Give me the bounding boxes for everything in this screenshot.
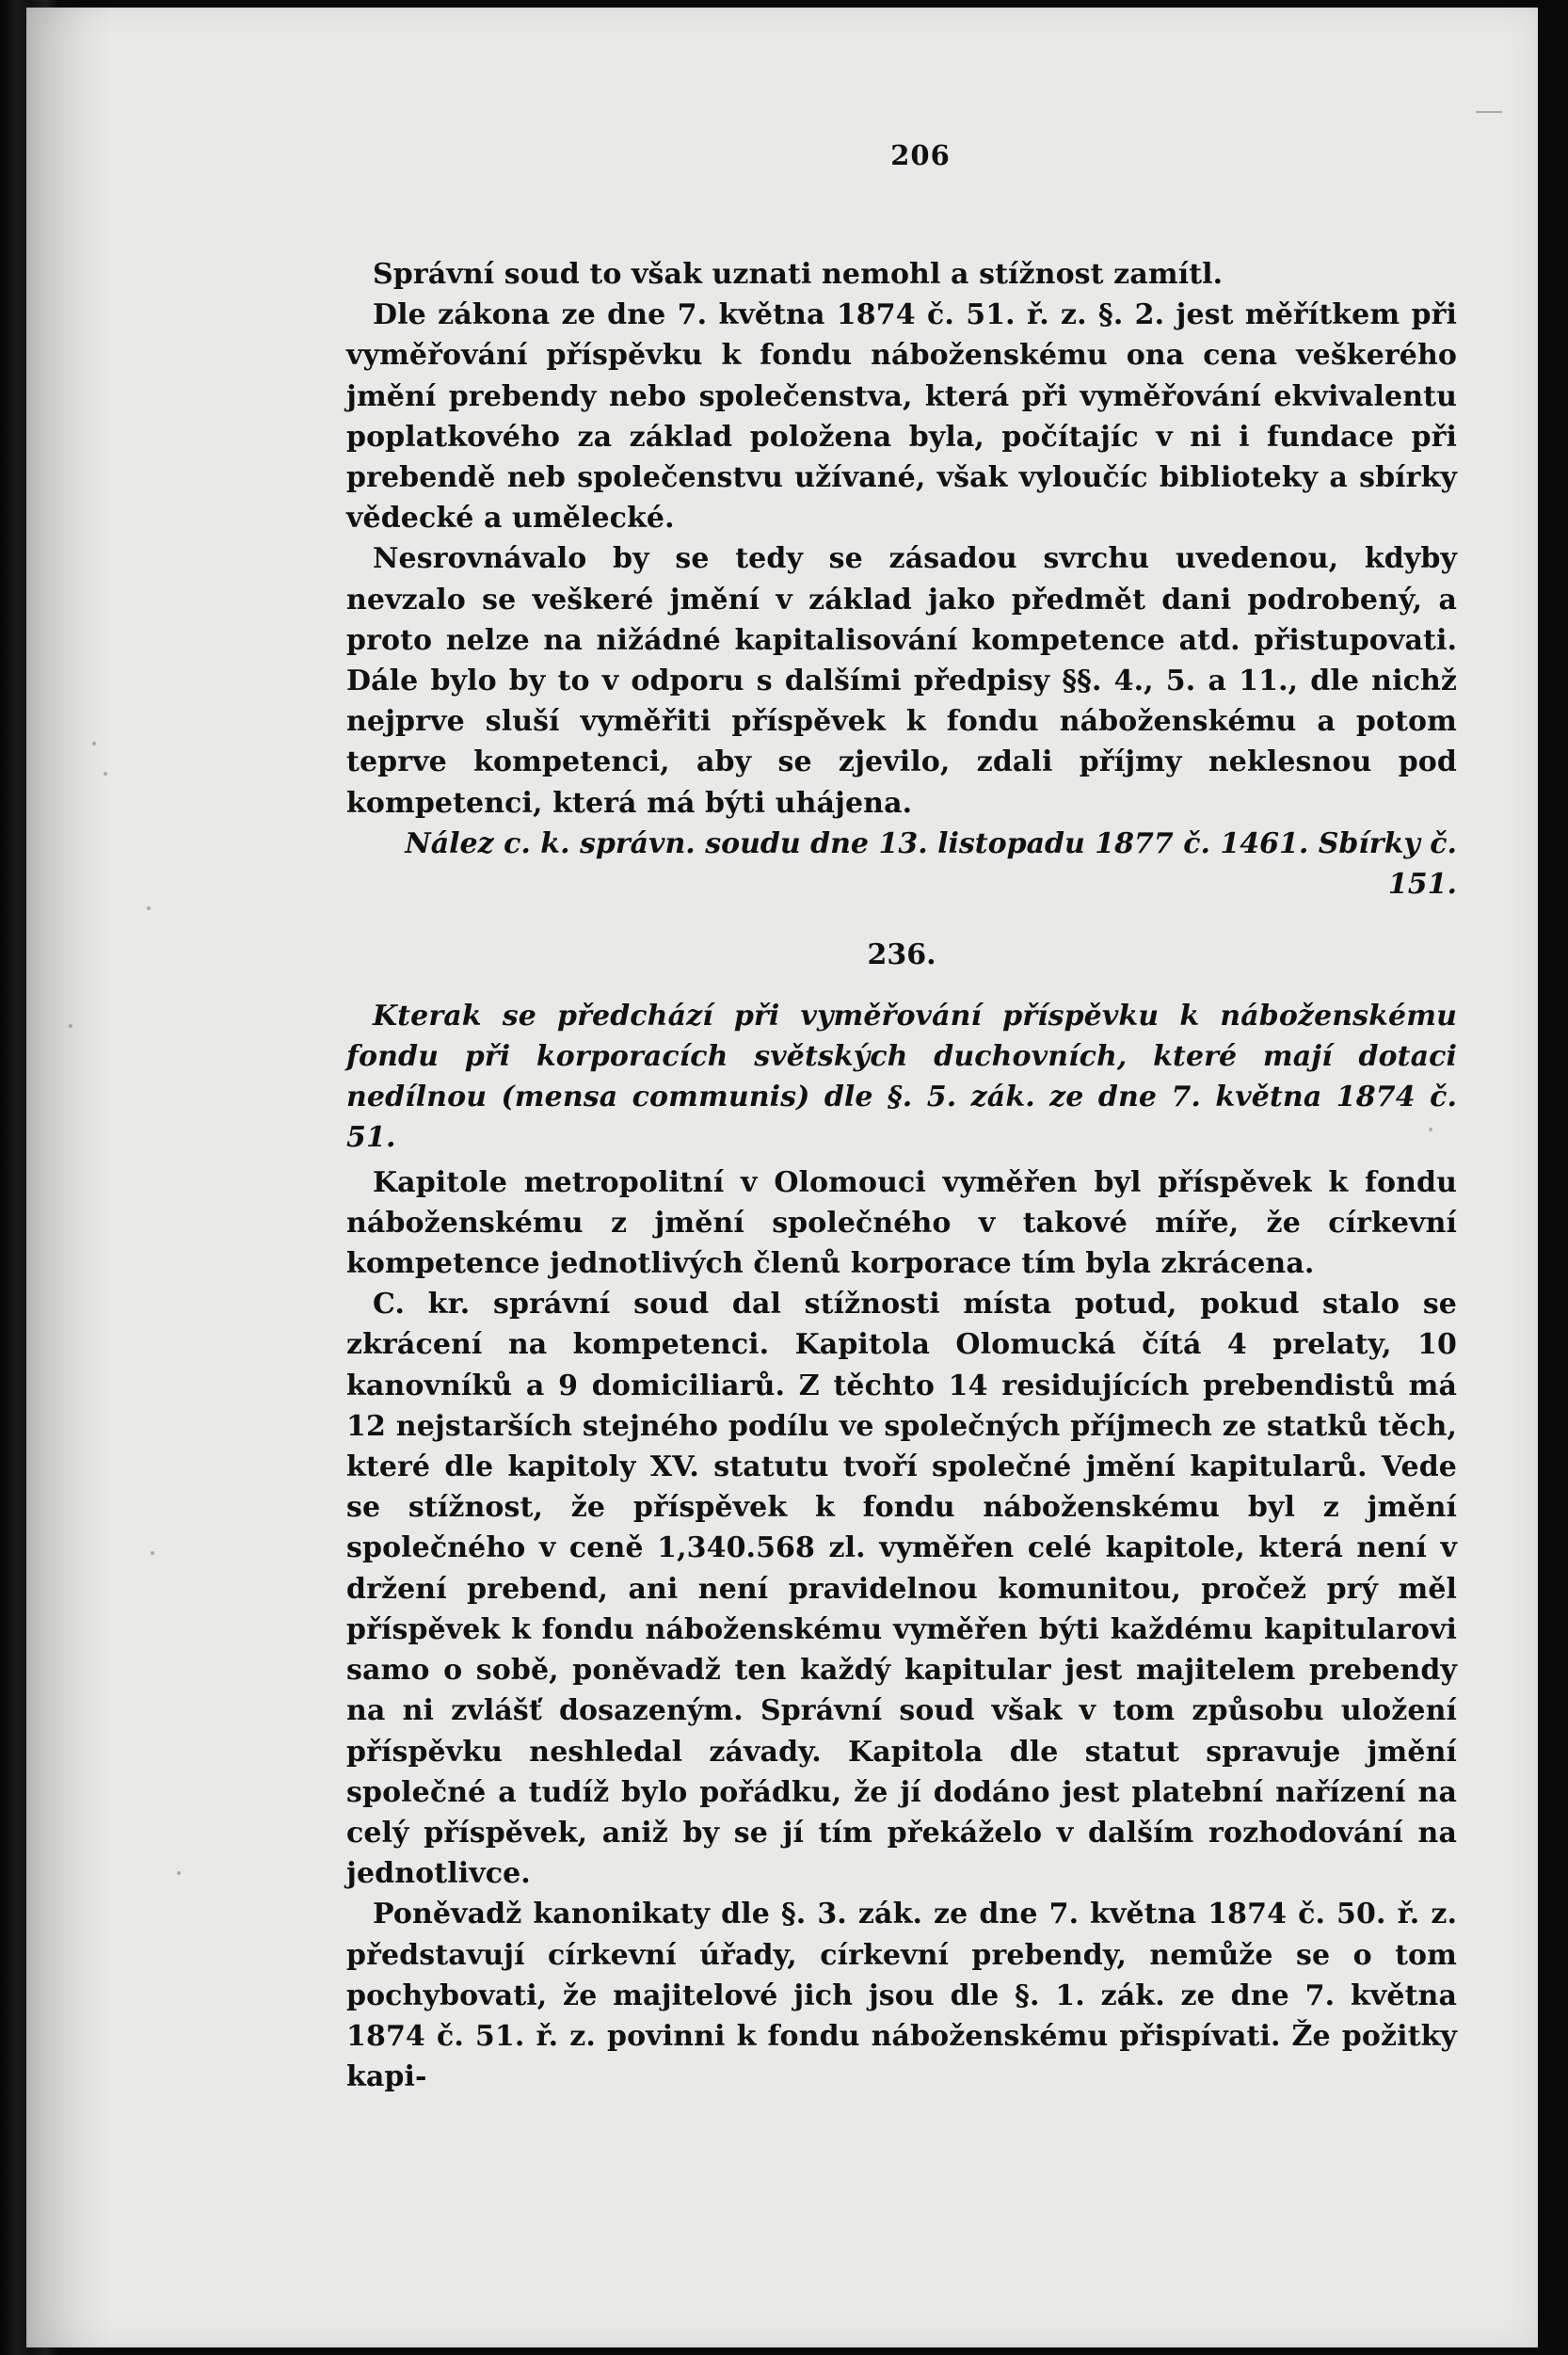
paper-speck — [69, 1024, 72, 1028]
paragraph: Dle zákona ze dne 7. května 1874 č. 51. ř. z. §. 2. jest měřítkem při vyměřování příspěvku k fondu náboženskému ona cena veškerého jmění prebendy nebo společenstva, která při vyměřování ekvivalentu poplatkového za základ položena byla, počítajíc v ni i fundace při prebendě neb společenstvu užívané, však vyloučíc biblioteky a sbírky vědecké a umělecké. — [346, 298, 1457, 536]
paragraph: Poněvadž kanonikaty dle §. 3. zák. ze dne 7. května 1874 č. 50. ř. z. představují církevní úřady, církevní prebendy, nemůže se o tom pochybovati, že majitelové jich jsou dle §. 1. zák. ze dne 7. května 1874 č. 51. ř. z. povinni k fondu náboženskému přispívati. Že požitky kapi- — [346, 1898, 1457, 2094]
paragraph: Nesrovnávalo by se tedy se zásadou svrchu uvedenou, kdyby nevzalo se veškeré jmění v základ jako předmět dani podrobený, a proto nelze na nižádné kapitalisování kompetence atd. přistupovati. Dále bylo by to v odporu s dalšími předpisy §§. 4., 5. a 11., dle nichž nejprve sluší vyměřiti příspěvek k fondu náboženskému a potom teprve kompetenci, aby se zjevilo, zdali příjmy neklesnou pod kompetenci, která má býti uhájena. — [346, 542, 1457, 820]
paper-mark — [1476, 111, 1502, 113]
paper-speck — [177, 1871, 181, 1875]
source-citation: Nález c. k. správn. soudu dne 13. listopadu 1877 č. 1461. Sbírky č. 151. — [405, 826, 1457, 901]
page-shadow — [26, 8, 111, 2347]
paper-speck — [104, 772, 107, 776]
paragraph: C. kr. správní soud dal stížnosti místa potud, pokud stalo se zkrácení na kompetenci. Kapitola Olomucká čítá 4 prelaty, 10 kanovníků a 9 domiciliarů. Z těchto 14 residujících prebendistů má 12 nejstarších stejného podílu ve společných příjmech ze statků těch, které dle kapitoly XV. statutu tvoří společné jmění kapitularů. Vede se stížnost, že příspěvek k fondu náboženskému byl z jmění společného v ceně 1,340.568 zl. vyměřen celé kapitole, která není v držení prebend, ani není pravidelnou komunitou, pročež prý měl příspěvek k fondu náboženskému vyměřen býti každému kapitularovi samo o sobě, poněvadž ten každý kapitular jest majitelem prebendy na ni zvlášť dosazeným. Správní soud však v tom způsobu uložení příspěvku neshledal závady. Kapitola dle statut spravuje jmění společné a tudíž bylo pořádku, že jí dodáno jest platební nařízení na celý příspěvek, aniž by se jí tím překáželo v dalším rozhodování na jednotlivce. — [346, 1288, 1457, 1891]
decision-heading: Kterak se předchází při vyměřování příspěvku k náboženskému fondu při korporacích světských duchovních, které mají dotaci nedílnou (mensa communis) dle §. 5. zák. ze dne 7. května 1874 č. 51. — [346, 999, 1457, 1155]
page-number: 206 — [890, 139, 951, 171]
paper-speck — [151, 1551, 154, 1555]
paragraph: Správní soud to však uznati nemohl a stížnost zamítl. — [373, 258, 1224, 291]
book-page — [26, 8, 1538, 2347]
paper-speck — [147, 906, 151, 910]
paper-speck — [92, 742, 96, 745]
text-column — [346, 139, 1457, 2097]
decision-number: 236. — [867, 937, 936, 971]
paragraph: Kapitole metropolitní v Olomouci vyměřen byl příspěvek k fondu náboženskému z jmění společného v takové míře, že církevní kompetence jednotlivých členů korporace tím byla zkrácena. — [346, 1165, 1457, 1281]
